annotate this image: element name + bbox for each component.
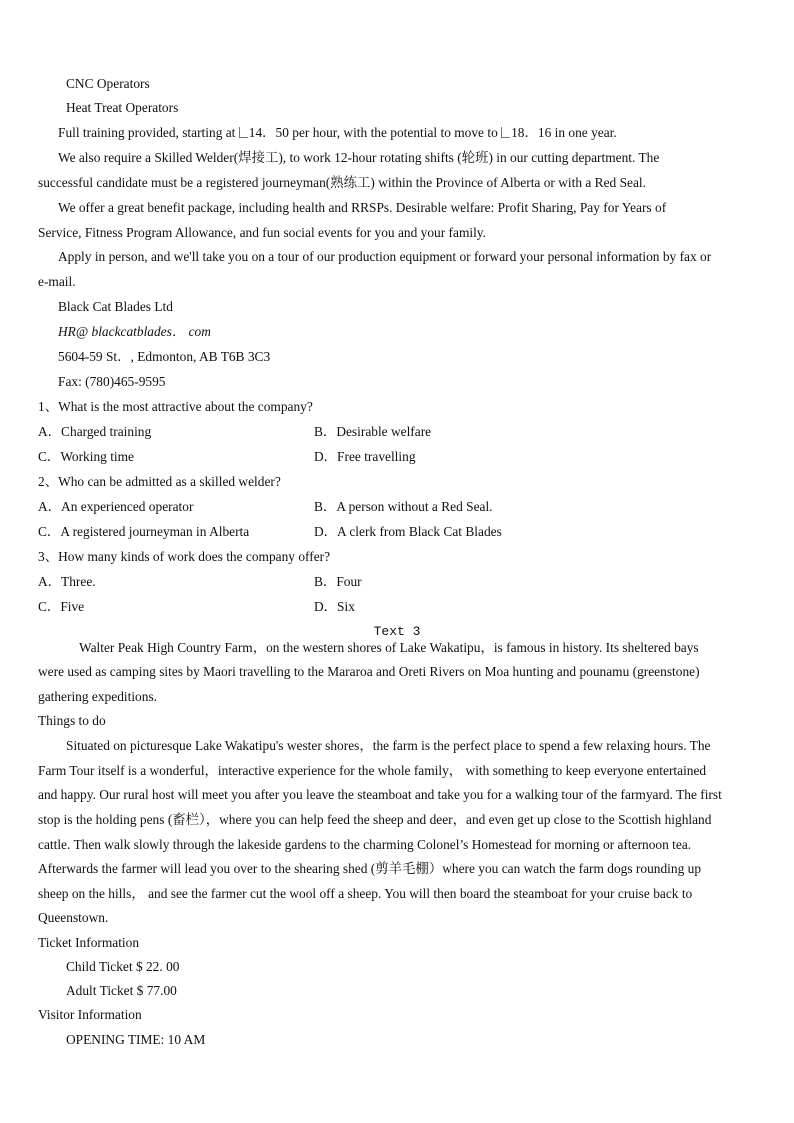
job-item: CNC Operators [66, 76, 150, 91]
answer-option: C．Working time [38, 449, 134, 464]
things-paragraph-line: and happy. Our rural host will meet you after you leave the steamboat and take you for a walking tour of the farmyard. The first [38, 787, 722, 802]
answer-option: D．A clerk from Black Cat Blades [314, 524, 502, 539]
answer-option: D．Free travelling [314, 449, 416, 464]
things-paragraph-line: stop is the holding pens (畜栏），where you can help feed the sheep and deer，and even get up close to the Scottish highland [38, 812, 712, 827]
answer-option: B．A person without a Red Seal. [314, 499, 493, 514]
opening-time: OPENING TIME: 10 AM [66, 1032, 206, 1047]
ticket-price: Child Ticket $ 22. 00 [66, 959, 180, 974]
things-paragraph-line: Situated on picturesque Lake Wakatipu's wester shores，the farm is the perfect place to spend a few relaxing hours. The [66, 738, 711, 753]
answer-option: B．Four [314, 574, 362, 589]
answer-option: A．An experienced operator [38, 499, 194, 514]
things-paragraph-line: sheep on the hills， and see the farmer cut the wool off a sheep. You will then board the steamboat for your cruise back to [38, 886, 693, 901]
company-name: Black Cat Blades Ltd [58, 299, 173, 314]
things-paragraph-line: cattle. Then walk slowly through the lakeside gardens to the charming Colonel’s Homestead for morning or afternoon tea. [38, 837, 692, 852]
intro-paragraph-line: Walter Peak High Country Farm，on the western shores of Lake Wakatipu，is famous in history. Its sheltered bays [79, 640, 699, 655]
answer-option: D．Six [314, 599, 355, 614]
section-heading: Text 3 [373, 624, 421, 639]
answer-option: A．Charged training [38, 424, 152, 439]
subheading-things-to-do: Things to do [38, 713, 106, 728]
answer-option: B．Desirable welfare [314, 424, 432, 439]
job-item: Heat Treat Operators [66, 100, 179, 115]
training-line [58, 124, 617, 142]
answer-option: C．A registered journeyman in Alberta [38, 524, 250, 539]
training-suffix: in one year. [551, 125, 617, 140]
benefit-paragraph-line: Service, Fitness Program Allowance, and fun social events for you and your family. [38, 225, 486, 240]
company-email: HR@ blackcatblades． com [58, 324, 211, 339]
answer-option: A．Three. [38, 574, 96, 589]
apply-paragraph-line: e-mail. [38, 274, 76, 289]
subheading-ticket-info: Ticket Information [38, 935, 140, 950]
intro-paragraph-line: gathering expeditions. [38, 689, 157, 704]
subheading-visitor-info: Visitor Information [38, 1007, 142, 1022]
question-stem: 3、How many kinds of work does the company offer? [38, 549, 331, 564]
apply-paragraph-line: Apply in person, and we'll take you on a tour of our production equipment or forward your personal information by fax or [58, 249, 712, 264]
wage-start: 14．50 [248, 125, 289, 140]
company-fax: Fax: (780)465-9595 [58, 374, 166, 389]
training-middle: per hour, with the potential to move to [288, 125, 502, 140]
things-paragraph-line: Queenstown. [38, 910, 109, 925]
welder-paragraph-line: We also require a Skilled Welder(焊接工), to work 12-hour rotating shifts (轮班) in our cutting department. The [58, 150, 660, 165]
ticket-price: Adult Ticket $ 77.00 [66, 983, 177, 998]
training-prefix: Full training provided, starting at [58, 125, 239, 140]
wage-end: 18．16 [511, 125, 552, 140]
answer-option: C．Five [38, 599, 85, 614]
currency-missing-glyph-icon [501, 127, 510, 138]
currency-missing-glyph-icon [239, 127, 248, 138]
things-paragraph-line: Afterwards the farmer will lead you over to the shearing shed (剪羊毛棚）where you can watch the farm dogs rounding up [38, 861, 702, 876]
question-stem: 2、Who can be admitted as a skilled welder? [38, 474, 281, 489]
question-stem: 1、What is the most attractive about the company? [38, 399, 313, 414]
welder-paragraph-line: successful candidate must be a registered journeyman(熟练工) within the Province of Alberta or with a Red Seal. [38, 175, 646, 190]
benefit-paragraph-line: We offer a great benefit package, including health and RRSPs. Desirable welfare: Profit Sharing, Pay for Years of [58, 200, 667, 215]
things-paragraph-line: Farm Tour itself is a wonderful，interactive experience for the whole family， with something to keep everyone entertained [38, 763, 707, 778]
intro-paragraph-line: were used as camping sites by Maori travelling to the Mararoa and Oreti Rivers on Moa hunting and pounamu (greenstone) [38, 664, 700, 679]
company-address: 5604-59 St．, Edmonton, AB T6B 3C3 [58, 349, 271, 364]
